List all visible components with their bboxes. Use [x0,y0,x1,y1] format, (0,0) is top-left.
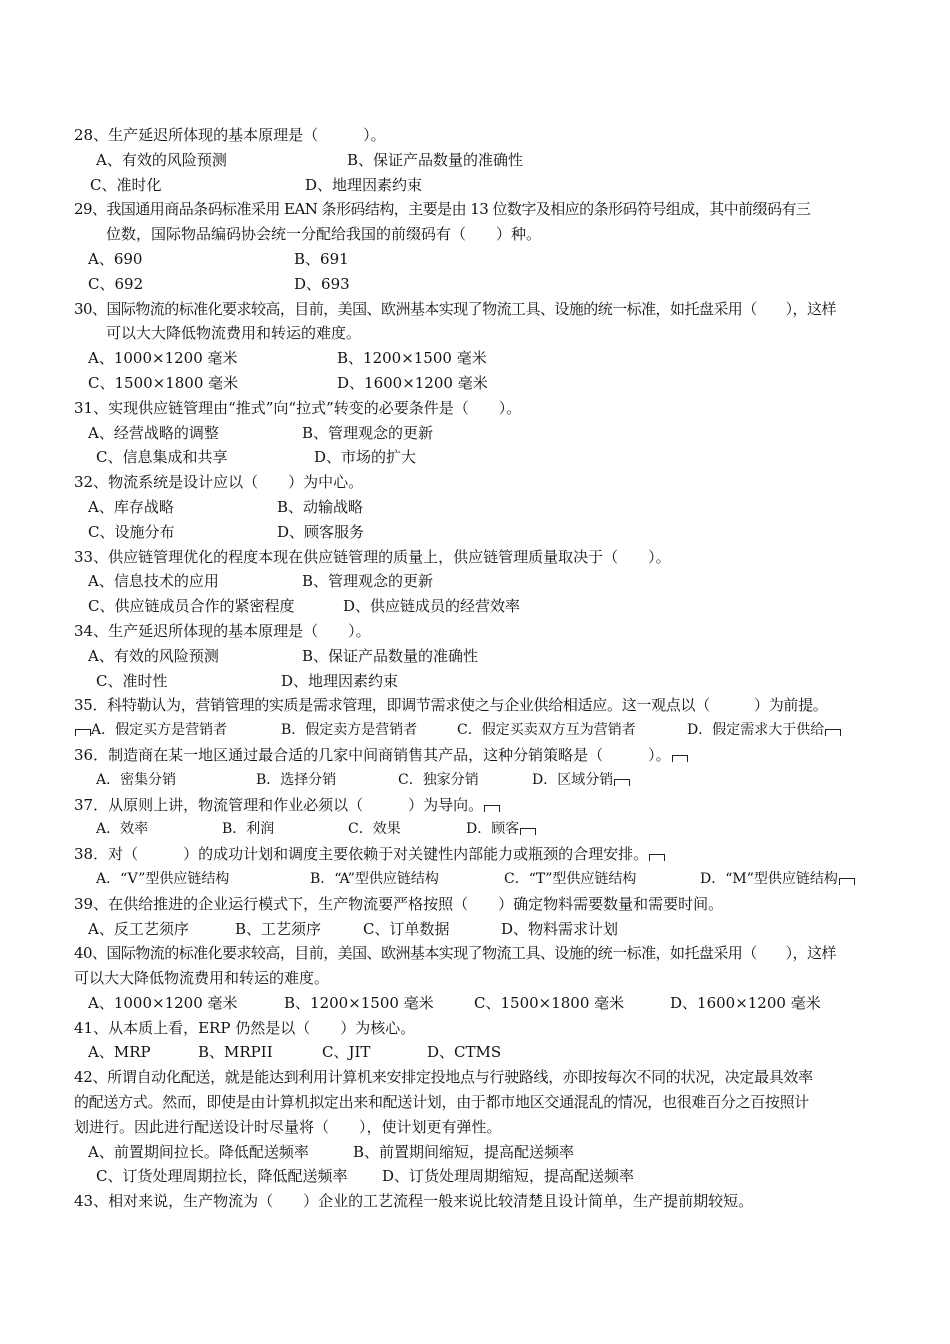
option-a: A．假定买方是营销者 [91,722,228,739]
option-c: C．假定买卖双方互为营销者 [457,722,636,739]
option-d: D．区域分销 [532,771,614,788]
question-text: 的配送方式。然而，即使是由计算机拟定出来和配送计划，由于都市地区交通混乱的情况，也很难百分之百按照计 [74,1093,810,1112]
option-c: C、1500×1800 毫米 [88,373,239,392]
question-text: 37．从原则上讲，物流管理和作业必须以（ ）为导向。 [74,795,484,814]
question-text: 30、国际物流的标准化要求较高，目前，美国、欧洲基本实现了物流工具、设施的统一标准，如托盘采用（ ），这样 [74,299,836,318]
options-row [74,817,894,842]
option-a: A、MRP [88,1043,151,1062]
option-c: C、设施分布 [88,522,175,541]
question-text: 28、生产延迟所体现的基本原理是（ ）。 [74,126,386,144]
question-text: 33、供应链管理优化的程度本现在供应链管理的质量上，供应链管理质量取决于（ ）。 [74,547,671,566]
options-row [74,768,894,793]
option-d: D、693 [294,274,350,293]
option-a: A、1000×1200 毫米 [88,349,238,368]
question-38 [74,842,894,867]
paragraph-mark-icon [839,878,855,885]
option-d: D、1600×1200 毫米 [670,993,821,1012]
options-row [74,669,894,694]
option-b: B、691 [294,249,349,268]
option-b: B、1200×1500 毫米 [337,349,487,368]
options-row [74,247,894,272]
question-34 [74,619,894,644]
question-30 [74,297,894,322]
paragraph-mark-icon [672,755,688,762]
options-row [74,1140,894,1165]
option-c: C、准时化 [90,175,162,194]
option-a: A、前置期间拉长。降低配送频率 [88,1142,309,1161]
option-d: D、订货处理周期缩短，提高配送频率 [382,1167,635,1186]
options-row [74,445,894,470]
options-row [74,1040,894,1065]
question-41 [74,1016,894,1041]
question-text-cont [74,1090,894,1115]
options-row [74,421,894,446]
question-42 [74,1065,894,1090]
option-c: C、供应链成员合作的紧密程度 [88,597,295,616]
question-text: 39、在供给推进的企业运行模式下，生产物流要严格按照（ ）确定物料需要数量和需要时间。 [74,894,724,913]
option-b: B．“A”型供应链结构 [310,870,439,887]
option-b: B、工艺须序 [235,919,322,938]
option-a: A．效率 [96,821,149,838]
option-b: B、1200×1500 毫米 [284,993,434,1012]
option-d: D．顾客 [466,821,520,838]
question-text: 划进行。因此进行配送设计时尽量将（ ），使计划更有弹性。 [74,1117,502,1136]
option-c: C、订单数据 [363,919,450,938]
option-b: B、管理观念的更新 [302,572,434,591]
option-a: A．“V”型供应链结构 [96,870,230,887]
options-row [74,644,894,669]
option-d: D、地理因素约束 [281,671,399,690]
question-list [74,123,894,1214]
option-c: C、JIT [322,1043,371,1062]
option-b: B、管理观念的更新 [302,423,434,442]
option-d: D、物料需求计划 [501,919,619,938]
paragraph-mark-icon [825,729,841,736]
question-text: 35．科特勒认为，营销管理的实质是需求管理，即调节需求使之与企业供给相适应。这一观点以（ ）为前提。 [74,696,828,715]
option-d: D、1600×1200 毫米 [337,373,488,392]
options-row [74,594,894,619]
options-row [74,867,894,892]
options-row [74,173,894,198]
paragraph-mark-icon [484,805,500,812]
options-row [74,1164,894,1189]
options-row [74,520,894,545]
option-b: B、保证产品数量的准确性 [302,646,479,665]
option-c: C．效果 [348,821,401,838]
options-row [74,917,894,942]
option-b: B．假定卖方是营销者 [281,722,418,739]
option-b: B、动输战略 [277,497,364,516]
question-text-cont [74,1115,894,1140]
options-row [74,371,894,396]
paragraph-mark-icon [649,854,665,861]
option-c: C．独家分销 [398,771,479,788]
options-row [74,569,894,594]
option-a: A、信息技术的应用 [88,572,219,591]
option-d: D、供应链成员的经营效率 [343,597,521,616]
options-row [74,495,894,520]
question-36 [74,743,894,768]
option-a: A、库存战略 [88,497,174,516]
option-d: D、市场的扩大 [314,448,417,467]
option-b: B、前置期间缩短，提高配送频率 [353,1142,575,1161]
paragraph-mark-icon [75,729,91,736]
question-text: 31、实现供应链管理由“推式”向“拉式”转变的必要条件是（ ）。 [74,398,522,417]
option-d: D、顾客服务 [277,522,365,541]
question-text: 34、生产延迟所体现的基本原理是（ ）。 [74,621,371,640]
paragraph-mark-icon [520,828,536,835]
question-35 [74,693,894,718]
option-a: A、690 [88,249,143,268]
option-a: A、有效的风险预测 [88,646,219,665]
option-c: C．“T”型供应链结构 [504,870,637,887]
question-text: 40、国际物流的标准化要求较高，目前，美国、欧洲基本实现了物流工具、设施的统一标准，如托盘采用（ ），这样 [74,944,836,963]
option-a: A、经营战略的调整 [88,423,219,442]
option-d: D、CTMS [427,1043,502,1062]
options-row [74,272,894,297]
question-text: 可以大大降低物流费用和转运的难度。 [74,969,330,988]
option-b: B．利润 [222,821,275,838]
option-a: A、有效的风险预测 [96,150,227,169]
question-text: 29、我国通用商品条码标准采用 EAN 条形码结构，主要是由 13 位数字及相应的条形码符号组成，其中前缀码有三 [74,200,811,219]
option-b: B．选择分销 [256,771,337,788]
question-text-cont [74,966,894,991]
question-31 [74,396,894,421]
option-d: D．“M”型供应链结构 [700,870,838,887]
question-37 [74,793,894,818]
question-text-cont [74,321,894,346]
question-text: 43、相对来说，生产物流为（ ）企业的工艺流程一般来说比较清楚且设计简单，生产提前期较短。 [74,1192,754,1211]
option-a: A、反工艺须序 [88,919,189,938]
question-28 [74,123,894,148]
question-43 [74,1189,894,1214]
paragraph-mark-icon [614,779,630,786]
option-a: A、1000×1200 毫米 [88,993,238,1012]
question-text: 可以大大降低物流费用和转运的难度。 [106,324,362,343]
option-c: C、1500×1800 毫米 [474,993,625,1012]
question-text: 41、从本质上看，ERP 仍然是以（ ）为核心。 [74,1018,416,1037]
option-d: D、地理因素约束 [305,175,423,194]
question-33 [74,545,894,570]
options-row [74,718,894,743]
options-row [74,346,894,371]
question-32 [74,470,894,495]
question-text: 42、所谓自动化配送，就是能达到利用计算机来安排定投地点与行驶路线，亦即按每次不同的状况，决定最具效率 [74,1068,813,1087]
option-b: B、保证产品数量的准确性 [347,150,524,169]
question-text: 38．对（ ）的成功计划和调度主要依赖于对关键性内部能力或瓶颈的合理安排。 [74,845,649,864]
options-row [74,991,894,1016]
option-a: A．密集分销 [96,771,177,788]
question-text: 位数，国际物品编码协会统一分配给我国的前缀码有（ ）种。 [106,225,542,244]
options-row [74,148,894,173]
question-40 [74,941,894,966]
question-29 [74,197,894,222]
option-d: D．假定需求大于供给 [687,722,825,739]
question-text-cont [74,222,894,247]
option-c: C、订货处理周期拉长，降低配送频率 [96,1167,348,1186]
question-text: 32、物流系统是设计应以（ ）为中心。 [74,473,364,492]
option-b: B、MRPII [198,1043,273,1062]
option-c: C、准时性 [96,671,168,690]
question-39 [74,892,894,917]
option-c: C、692 [88,274,144,293]
question-text: 36．制造商在某一地区通过最合适的几家中间商销售其产品，这种分销策略是（ ）。 [74,745,671,764]
option-c: C、信息集成和共享 [96,448,228,467]
